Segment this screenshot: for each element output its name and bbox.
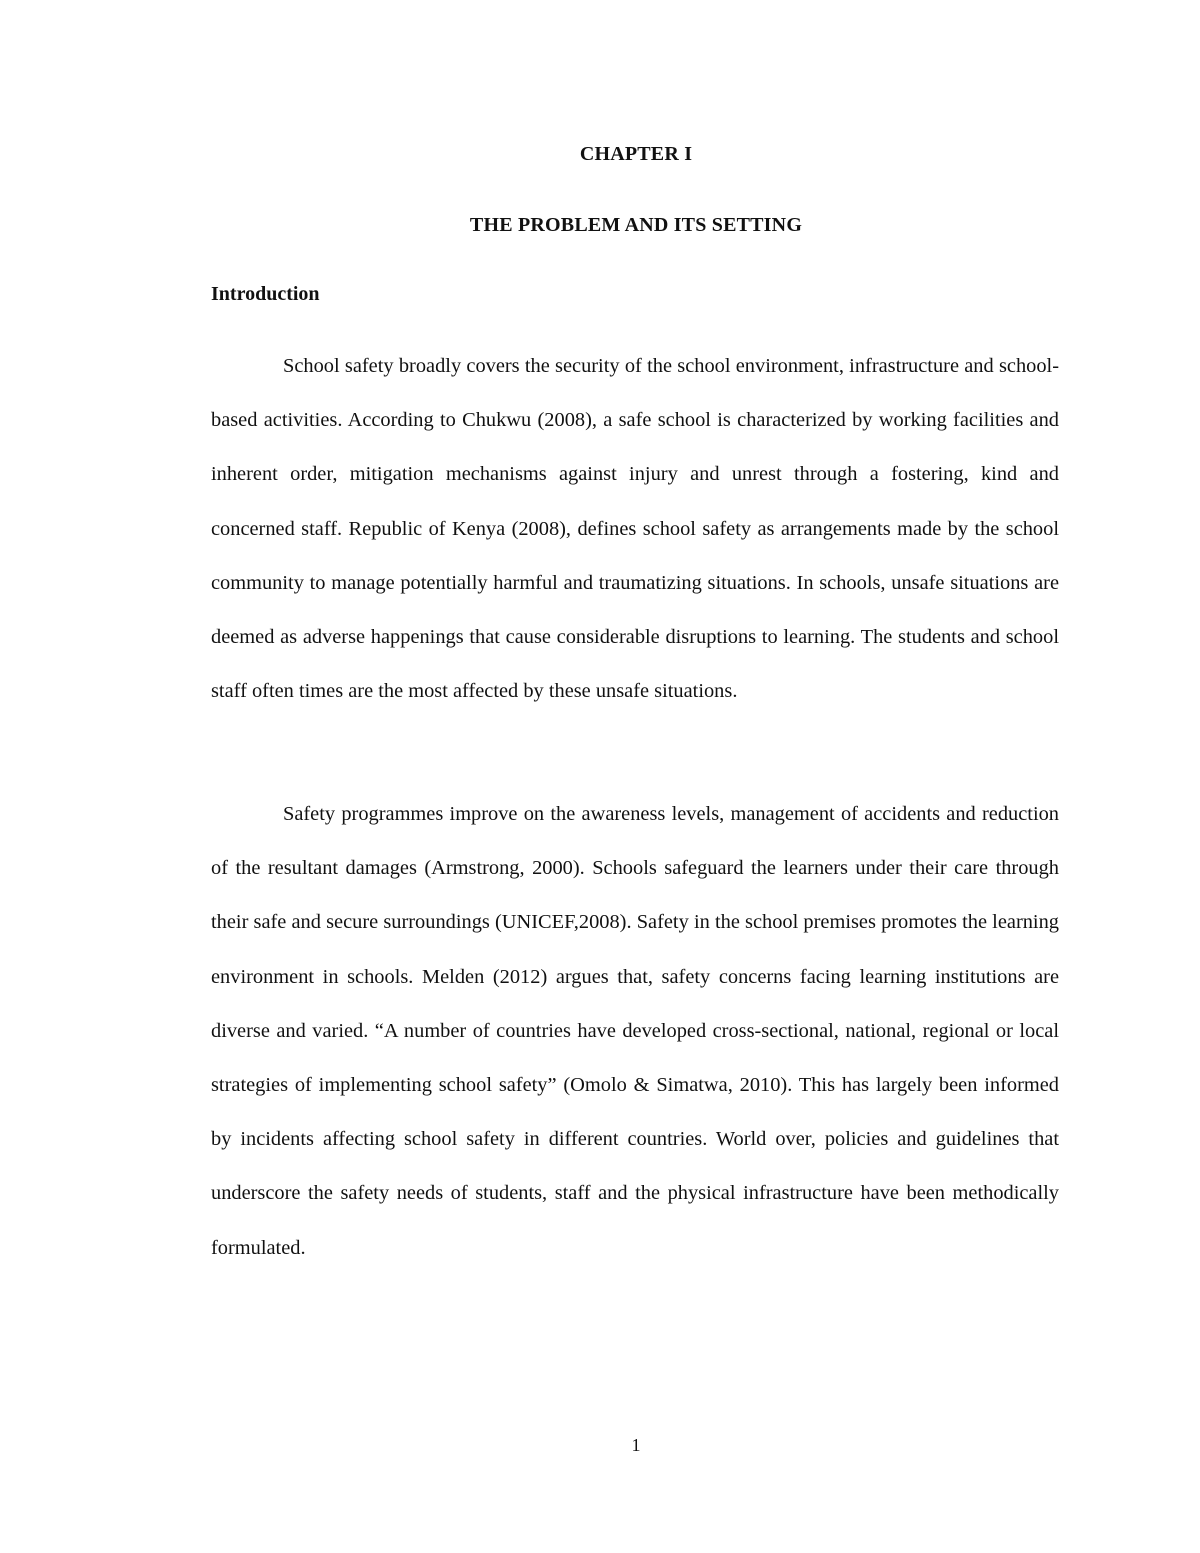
chapter-subtitle: THE PROBLEM AND ITS SETTING [469,214,803,236]
section-heading: Introduction [211,283,320,305]
body-paragraph: Safety programmes improve on the awareness levels, management of accidents and reduction of the resultant damages (Armstrong, 2000). Schools safeguard the learners under their care through their safe and secure surroundings (UNICEF,2008). Safety in the school premises promotes the learning environment in schools. Melden (2012) argues that, safety concerns facing learning institutions are diverse and varied. “A number of countries have developed cross-sectional, national, regional or local strategies of implementing school safety” (Omolo & Simatwa, 2010). This has largely been informed by incidents affecting school safety in different countries. World over, policies and guidelines that underscore the safety needs of students, staff and the physical infrastructure have been methodically formulated. [211,803,1059,1259]
chapter-title: CHAPTER I [579,143,693,165]
body-paragraph: School safety broadly covers the security of the school environment, infrastructure and school-based activities. According to Chukwu (2008), a safe school is characterized by working facilities and inherent order, mitigation mechanisms against injury and unrest through a fostering, kind and concerned staff. Republic of Kenya (2008), defines school safety as arrangements made by the school community to manage potentially harmful and traumatizing situations. In schools, unsafe situations are deemed as adverse happenings that cause considerable disruptions to learning. The students and school staff often times are the most affected by these unsafe situations. [211,355,1059,703]
page-number: 1 [631,1435,641,1455]
